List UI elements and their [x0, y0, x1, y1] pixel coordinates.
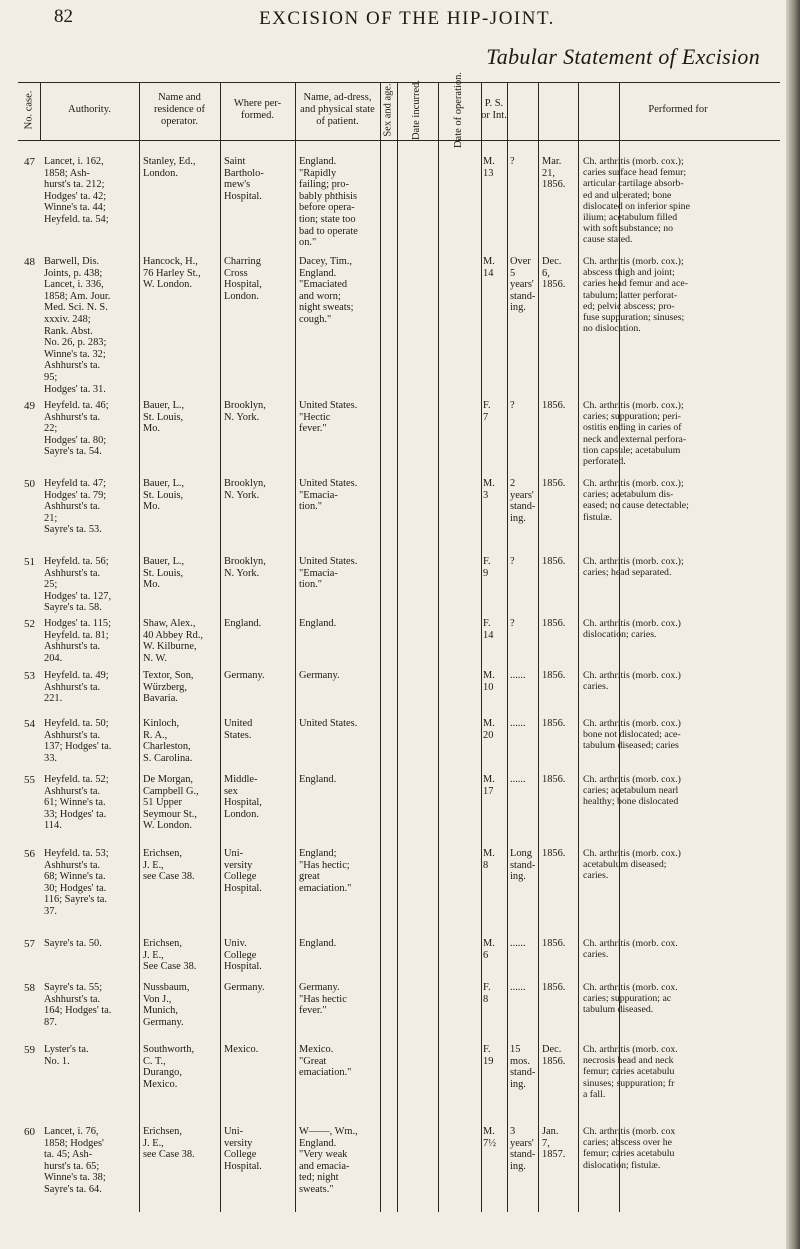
case-number: 55	[24, 774, 35, 786]
case-number: 58	[24, 982, 35, 994]
authority-cell: Hodges' ta. 115; Heyfeld. ta. 81; Ashhurst's ta. 204.	[44, 618, 111, 664]
operator-cell: Stanley, Ed., London.	[143, 156, 196, 179]
authority-cell: Heyfeld. ta. 46; Ashhurst's ta. 22; Hodges' ta. 80; Sayre's ta. 54.	[44, 400, 109, 458]
case-number: 56	[24, 848, 35, 860]
authority-cell: Heyfeld. ta. 53; Ashhurst's ta. 68; Winne's ta. 30; Hodges' ta. 116; Sayre's ta. 37.	[44, 848, 109, 917]
performed-for-cell: Ch. arthritis (morb. cox.); caries; suppuration; peri- ostitis ending in caries of neck and external perfora- tion capsule; acetabulum perforated.	[583, 400, 687, 468]
authority-cell: Sayre's ta. 50.	[44, 938, 102, 949]
column-rule	[538, 82, 539, 1212]
patient-cell: England.	[299, 774, 337, 785]
case-number: 59	[24, 1044, 35, 1056]
where-cell: Germany.	[224, 982, 265, 993]
authority-cell: Heyfeld. ta. 56; Ashhurst's ta. 25; Hodges' ta. 127, Sayre's ta. 58.	[44, 556, 112, 614]
case-number: 54	[24, 718, 35, 730]
sex-age-cell: F. 7	[483, 400, 491, 423]
performed-for-cell: Ch. arthritis (morb. cox.) acetabulum diseased; caries.	[583, 848, 681, 882]
operation-date-cell: 1856.	[542, 400, 566, 411]
operator-cell: Hancock, H., 76 Harley St., W. London.	[143, 256, 201, 291]
performed-for-cell: Ch. arthritis (morb. cox.); caries; head separated.	[583, 556, 684, 579]
column-rule	[481, 82, 482, 1212]
where-cell: United States.	[224, 718, 253, 741]
header-bottom-rule	[18, 140, 780, 141]
sex-age-cell: M. 14	[483, 256, 495, 279]
operator-cell: Textor, Son, Würzberg, Bavaria.	[143, 670, 194, 705]
performed-for-cell: Ch. arthritis (morb. cox. necrosis head and neck femur; caries acetabulu sinuses; suppuration; fr a fall.	[583, 1044, 678, 1100]
where-cell: England.	[224, 618, 262, 629]
sex-age-cell: M. 8	[483, 848, 495, 871]
case-number: 49	[24, 400, 35, 412]
operation-date-cell: 1856.	[542, 982, 566, 993]
sex-age-cell: F. 14	[483, 618, 494, 641]
sex-age-cell: M. 3	[483, 478, 495, 501]
running-title: EXCISION OF THE HIP-JOINT.	[259, 8, 555, 29]
operator-cell: Erichsen, J. E., see Case 38.	[143, 848, 195, 883]
operation-date-cell: 1856.	[542, 556, 566, 567]
operator-cell: Kinloch, R. A., Charleston, S. Carolina.	[143, 718, 193, 764]
patient-cell: England.	[299, 938, 337, 949]
column-header-patient: Name, ad-dress, and physical state of patient.	[300, 92, 375, 127]
column-rule	[397, 82, 398, 1212]
sex-age-cell: M. 17	[483, 774, 495, 797]
patient-cell: Mexico. "Great emaciation."	[299, 1044, 352, 1079]
authority-cell: Heyfeld. ta. 49; Ashhurst's ta. 221.	[44, 670, 109, 705]
operator-cell: Bauer, L., St. Louis, Mo.	[143, 556, 185, 591]
operator-cell: Nussbaum, Von J., Munich, Germany.	[143, 982, 190, 1028]
operation-date-cell: Jan. 7, 1857.	[542, 1126, 566, 1161]
page-edge-shadow	[786, 0, 800, 1249]
sex-age-cell: M. 20	[483, 718, 495, 741]
performed-for-cell: Ch. arthritis (morb. cox.); abscess thigh and joint; caries head femur and ace- tabulum; latter perforat- ed; pelvic abscess; pro- fuse suppuration; sinuses; no dislocation.	[583, 256, 688, 335]
incurred-cell: ......	[510, 718, 526, 729]
performed-for-cell: Ch. arthritis (morb. cox. caries.	[583, 938, 678, 961]
performed-for-cell: Ch. arthritis (morb. cox.) caries.	[583, 670, 681, 693]
column-header-performed-for: Performed for	[648, 104, 708, 115]
incurred-cell: ?	[510, 618, 515, 629]
performed-for-cell: Ch. arthritis (morb. cox. caries; suppuration; ac tabulum diseased.	[583, 982, 678, 1016]
column-rule	[578, 82, 579, 1212]
column-header-where: Where per-formed.	[233, 98, 282, 121]
column-rule	[380, 82, 381, 1212]
column-header-sex-age: Sex and age.	[382, 83, 394, 137]
operation-date-cell: 1856.	[542, 848, 566, 859]
case-number: 50	[24, 478, 35, 490]
incurred-cell: ?	[510, 156, 515, 167]
operator-cell: Southworth, C. T., Durango, Mexico.	[143, 1044, 195, 1090]
operator-cell: Erichsen, J. E., see Case 38.	[143, 1126, 195, 1161]
authority-cell: Heyfeld. ta. 52; Ashhurst's ta. 61; Winne's ta. 33; Hodges' ta. 114.	[44, 774, 109, 832]
where-cell: Charring Cross Hospital, London.	[224, 256, 262, 302]
case-number: 60	[24, 1126, 35, 1138]
column-rule	[438, 82, 439, 1212]
authority-cell: Heyfeld. ta. 50; Ashhurst's ta. 137; Hodges' ta. 33.	[44, 718, 112, 764]
page-number: 82	[54, 6, 73, 27]
case-number: 48	[24, 256, 35, 268]
case-number: 53	[24, 670, 35, 682]
where-cell: Brooklyn, N. York.	[224, 556, 266, 579]
performed-for-cell: Ch. arthritis (morb. cox caries; abscess over he femur; caries acetabulu dislocation; fistulæ.	[583, 1126, 676, 1171]
performed-for-cell: Ch. arthritis (morb. cox.); caries; acetabulum dis- eased; no cause detectable; fistulæ.	[583, 478, 689, 523]
operation-date-cell: 1856.	[542, 718, 566, 729]
patient-cell: Dacey, Tim., England. "Emaciated and worn; night sweats; cough."	[299, 256, 354, 325]
case-number: 51	[24, 556, 35, 568]
column-rule	[139, 82, 140, 1212]
operation-date-cell: Mar. 21, 1856.	[542, 156, 566, 191]
case-number: 52	[24, 618, 35, 630]
column-header-incurred: Date incurred.	[411, 79, 423, 141]
case-number: 47	[24, 156, 35, 168]
patient-cell: England; "Has hectic; great emaciation."	[299, 848, 352, 894]
operation-date-cell: 1856.	[542, 670, 566, 681]
column-header-operator: Name and residence of operator.	[153, 92, 205, 127]
page-header	[54, 6, 760, 28]
performed-for-cell: Ch. arthritis (morb. cox.); caries surface head femur; articular cartilage absorb- ed and ulcerated; bone dislocated on inferior spine ilium; acetabulum filled with soft substance; no cause stated.	[583, 156, 690, 246]
incurred-cell: ?	[510, 400, 515, 411]
performed-for-cell: Ch. arthritis (morb. cox.) dislocation; caries.	[583, 618, 681, 641]
column-header-no: No. case.	[23, 90, 34, 130]
where-cell: Middle- sex Hospital, London.	[224, 774, 262, 820]
sex-age-cell: M. 6	[483, 938, 495, 961]
operator-cell: Bauer, L., St. Louis, Mo.	[143, 478, 185, 513]
operator-cell: De Morgan, Campbell G., 51 Upper Seymour St., W. London.	[143, 774, 199, 832]
sex-age-cell: F. 19	[483, 1044, 494, 1067]
incurred-cell: ......	[510, 774, 526, 785]
column-rule	[619, 82, 620, 1212]
operation-date-cell: 1856.	[542, 478, 566, 489]
column-rule	[295, 82, 296, 1212]
column-rule	[507, 82, 508, 1212]
incurred-cell: 3 years' stand- ing.	[510, 1126, 536, 1172]
column-rule	[220, 82, 221, 1212]
performed-for-cell: Ch. arthritis (morb. cox.) bone not dislocated; ace- tabulum diseased; caries	[583, 718, 681, 752]
column-header-authority: Authority.	[68, 104, 111, 115]
patient-cell: England. "Rapidly failing; pro- bably phthisis before opera- tion; state too bad to operate on."	[299, 156, 358, 249]
operator-cell: Shaw, Alex., 40 Abbey Rd., W. Kilburne, N. W.	[143, 618, 204, 664]
patient-cell: United States. "Hectic fever."	[299, 400, 358, 435]
patient-cell: Germany.	[299, 670, 340, 681]
operation-date-cell: Dec. 1856.	[542, 1044, 566, 1067]
operation-date-cell: 1856.	[542, 938, 566, 949]
sex-age-cell: M. 10	[483, 670, 495, 693]
patient-cell: Germany. "Has hectic fever."	[299, 982, 347, 1017]
authority-cell: Lyster's ta. No. 1.	[44, 1044, 89, 1067]
operation-date-cell: 1856.	[542, 774, 566, 785]
column-header-operation: Date of operation.	[453, 71, 465, 149]
operator-cell: Bauer, L., St. Louis, Mo.	[143, 400, 185, 435]
patient-cell: United States. "Emacia- tion."	[299, 556, 358, 591]
patient-cell: England.	[299, 618, 337, 629]
incurred-cell: Long stand- ing.	[510, 848, 536, 883]
where-cell: Brooklyn, N. York.	[224, 478, 266, 501]
authority-cell: Lancet, i. 162, 1858; Ash- hurst's ta. 212; Hodges' ta. 42; Winne's ta. 44; Heyfeld. ta. 54;	[44, 156, 109, 225]
excision-table	[18, 71, 780, 1212]
column-header-pi: P. S. or Int.	[481, 98, 507, 121]
case-number: 57	[24, 938, 35, 950]
where-cell: Uni- versity College Hospital.	[224, 1126, 262, 1172]
where-cell: Germany.	[224, 670, 265, 681]
performed-for-cell: Ch. arthritis (morb. cox.) caries; acetabulum nearl healthy; bone dislocated	[583, 774, 681, 808]
patient-cell: W——, Wm., England. "Very weak and emacia- ted; night sweats."	[299, 1126, 358, 1195]
authority-cell: Sayre's ta. 55; Ashhurst's ta. 164; Hodges' ta. 87.	[44, 982, 112, 1028]
operator-cell: Erichsen, J. E., See Case 38.	[143, 938, 197, 973]
patient-cell: United States.	[299, 718, 358, 729]
sex-age-cell: F. 9	[483, 556, 491, 579]
incurred-cell: ......	[510, 670, 526, 681]
sex-age-cell: M. 13	[483, 156, 495, 179]
incurred-cell: ......	[510, 982, 526, 993]
incurred-cell: Over 5 years' stand- ing.	[510, 256, 536, 314]
sex-age-cell: M. 7½	[483, 1126, 496, 1149]
incurred-cell: ?	[510, 556, 515, 567]
table-title: Tabular Statement of Excision	[486, 44, 760, 69]
incurred-cell: ......	[510, 938, 526, 949]
incurred-cell: 15 mos. stand- ing.	[510, 1044, 536, 1090]
where-cell: Saint Bartholo- mew's Hospital.	[224, 156, 264, 202]
authority-cell: Barwell, Dis. Joints, p. 438; Lancet, i. 336, 1858; Am. Jour. Med. Sci. N. S. xxxiv. 248; Rank. Abst. No. 26, p. 283; Winne's ta. 32; Ashhurst's ta. 95; Hodges' ta. 31.	[44, 256, 111, 395]
incurred-cell: 2 years' stand- ing.	[510, 478, 536, 524]
authority-cell: Heyfeld ta. 47; Hodges' ta. 79; Ashhurst's ta. 21; Sayre's ta. 53.	[44, 478, 107, 536]
where-cell: Brooklyn, N. York.	[224, 400, 266, 423]
authority-cell: Lancet, i. 76, 1858; Hodges' ta. 45; Ash- hurst's ta. 65; Winne's ta. 38; Sayre's ta. 64.	[44, 1126, 106, 1195]
operation-date-cell: Dec. 6, 1856.	[542, 256, 566, 291]
where-cell: Mexico.	[224, 1044, 259, 1055]
sex-age-cell: F. 8	[483, 982, 491, 1005]
patient-cell: United States. "Emacia- tion."	[299, 478, 358, 513]
operation-date-cell: 1856.	[542, 618, 566, 629]
where-cell: Univ. College Hospital.	[224, 938, 262, 973]
where-cell: Uni- versity College Hospital.	[224, 848, 262, 894]
